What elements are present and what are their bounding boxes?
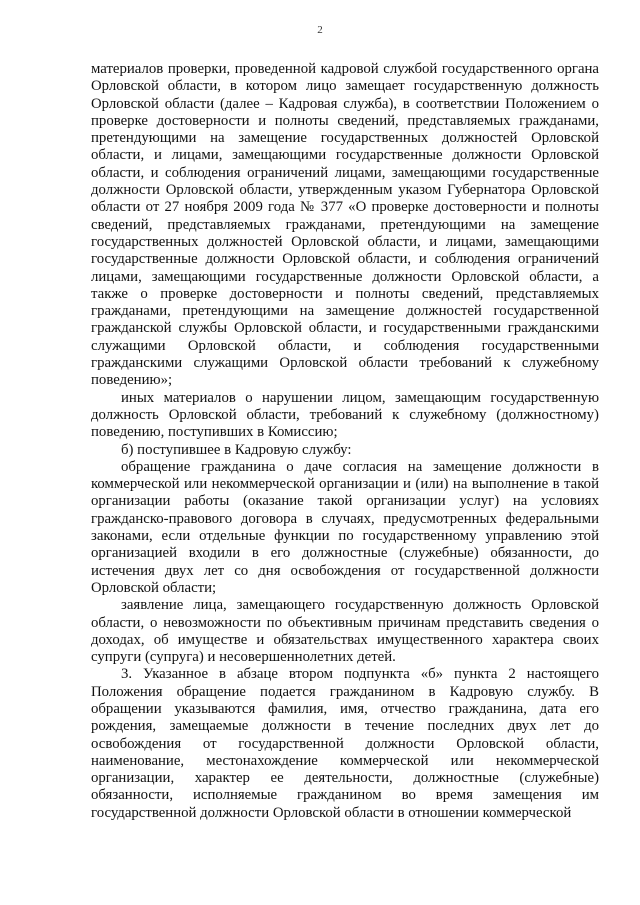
page-number: 2 (317, 24, 323, 36)
paragraph-materials-check: материалов проверки, проведенной кадровой службой государственного органа Орловской области, в котором лицо замещает государственную должность Орловской области (далее – Кадровая служба), в соответствии Положением о проверке достоверности и полноты сведений, представляемых гражданами, претендующими на замещение государственных должностей Орловской области, и лицами, замещающими государственные должности Орловской области, и соблюдения ограничений лицами, замещающими государственные должности Орловской области, утвержденным указом Губернатора Орловской области от 27 ноября 2009 года № 377 «О проверке достоверности и полноты сведений, представляемых гражданами, претендующими на замещение государственных должностей Орловской области, и лицами, замещающими государственные должности Орловской области, и соблюдения ограничений лицами, замещающими государственные должности Орловской области, а также о проверке достоверности и полноты сведений, представляемых гражданами, претендующими на замещение должностей государственной гражданской службы Орловской области, и государственными гражданскими служащими Орловской области, и соблюдения государственными гражданскими служащими Орловской области требований к служебному поведению»; (91, 61, 599, 389)
paragraph-item-3: 3. Указанное в абзаце втором подпункта «б» пункта 2 настоящего Положения обращение подается гражданином в Кадровую службу. В обращении указываются фамилия, имя, отчество гражданина, дата его рождения, замещаемые должности в течение последних двух лет до освобождения от государственной должности Орловской области, наименование, местонахождение коммерческой или некоммерческой организации, характер ее деятельности, должностные (служебные) обязанности, исполняемые гражданином во время замещения им государственной должности Орловской области в отношении коммерческой (91, 666, 599, 821)
document-body (91, 61, 599, 822)
paragraph-subitem-b: б) поступившее в Кадровую службу: (121, 441, 352, 458)
paragraph-citizen-appeal: обращение гражданина о даче согласия на замещение должности в коммерческой или некоммерческой организации и (или) на выполнение в такой организации работы (оказание такой организации услуг) на условиях гражданско-правового договора в случаях, предусмотренных федеральными законами, если отдельные функции по государственному управлению этой организацией входили в его должностные (служебные) обязанности, до истечения двух лет со дня освобождения от государственной должности Орловской области; (91, 458, 599, 596)
paragraph-statement-impossibility: заявление лица, замещающего государственную должность Орловской области, о невозможности по объективным причинам представить сведения о доходах, об имуществе и обязательствах имущественного характера своих супруги (супруга) и несовершеннолетних детей. (91, 597, 599, 666)
paragraph-other-materials: иных материалов о нарушении лицом, замещающим государственную должность Орловской области, требований к служебному (должностному) поведению, поступивших в Комиссию; (91, 389, 599, 441)
